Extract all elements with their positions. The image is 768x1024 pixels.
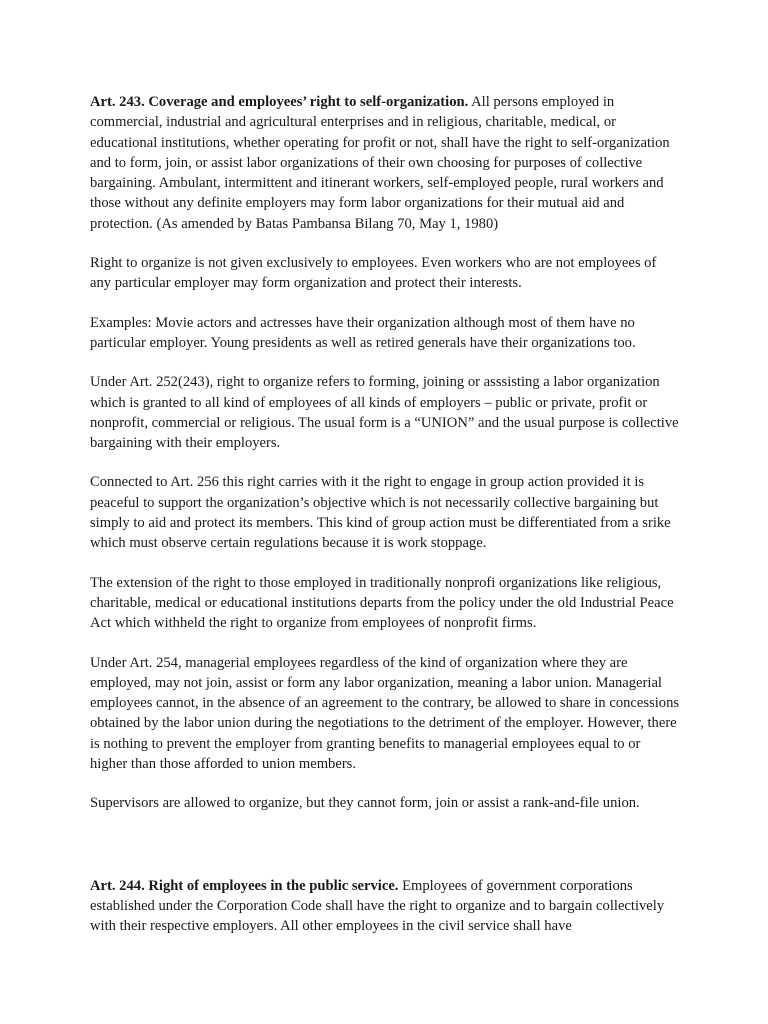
art-244-heading: Art. 244. Right of employees in the public service. bbox=[90, 877, 399, 894]
paragraph-art-252: Under Art. 252(243), right to organize refers to forming, joining or asssisting a labor organization which is granted to all kind of employees of all kinds of employers – public or private, profit or nonprofit, commercial or religious. The usual form is a “UNION” and the usual purpose is collective bargaining with their employers. bbox=[90, 374, 679, 452]
art-243-paragraph bbox=[90, 92, 680, 234]
paragraph-examples: Examples: Movie actors and actresses have their organization although most of them have no particular employer. Young presidents as well as retired generals have their organizations too. bbox=[90, 314, 636, 351]
art-243-text: All persons employed in commercial, industrial and agricultural enterprises and in religious, charitable, medical, or educational institutions, whether operating for profit or not, shall have the right to self-organization and to form, join, or assist labor organizations of their own choosing for purposes of collective bargaining. Ambulant, intermittent and itinerant workers, self-employed people, rural workers and those without any definite employers may form labor organizations for their mutual aid and protection. (As amended by Batas Pambansa Bilang 70, May 1, 1980) bbox=[90, 94, 670, 232]
paragraph-art-254: Under Art. 254, managerial employees regardless of the kind of organization where they are employed, may not join, assist or form any labor organization, meaning a labor union. Managerial employees cannot, in the absence of an agreement to the contrary, be allowed to share in concessions obtained by the labor union during the negotiations to the detriment of the employer. However, there is nothing to prevent the employer from granting benefits to managerial employees equal to or higher than those afforded to union members. bbox=[90, 654, 680, 773]
art-244-text: Employees of government corporations established under the Corporation Code shall have the right to organize and to bargain collectively with their respective employers. All other employees in the civil service shall have bbox=[90, 877, 665, 935]
paragraph-extension: The extension of the right to those employed in traditionally nonprofi organizations like religious, charitable, medical or educational institutions departs from the policy under the old Industrial Peace Act which withheld the right to organize from employees of nonprofit firms. bbox=[90, 574, 674, 632]
art-243-heading: Art. 243. Coverage and employees’ right to self-organization. bbox=[90, 94, 469, 110]
paragraph-right-to-organize: Right to organize is not given exclusively to employees. Even workers who are not employees of any particular employer may form organization and protect their interests. bbox=[90, 255, 657, 292]
paragraph-supervisors: Supervisors are allowed to organize, but they cannot form, join or assist a rank-and-file union. bbox=[90, 795, 640, 812]
art-244-paragraph bbox=[90, 876, 680, 937]
section-spacer bbox=[90, 833, 680, 876]
document-page bbox=[90, 92, 680, 956]
paragraph-art-256: Connected to Art. 256 this right carries with it the right to engage in group action provided it is peaceful to support the organization’s objective which is not necessarily collective bargaining but simply to aid and protect its members. This kind of group action must be differentiated from a srike which must observe certain regulations because it is work stoppage. bbox=[90, 474, 671, 552]
